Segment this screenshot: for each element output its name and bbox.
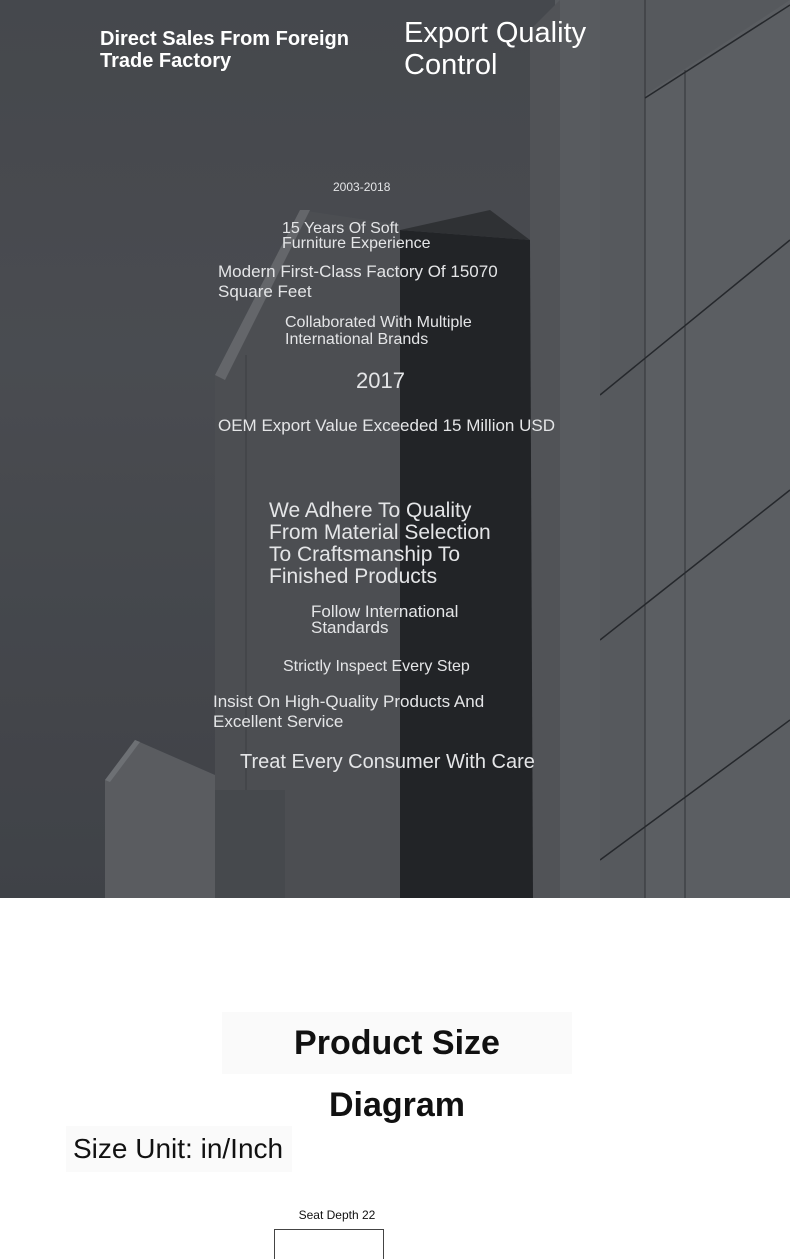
service-text: Insist On High-Quality Products And Excellent Service	[213, 692, 485, 731]
inspect-text: Strictly Inspect Every Step	[283, 658, 470, 675]
years-range-label: 2003-2018	[333, 180, 391, 194]
direct-sales-heading: Direct Sales From Foreign Trade Factory	[100, 28, 349, 72]
diagram-title-text: Product Size Diagram	[294, 1024, 500, 1124]
quality-statement: We Adhere To Quality From Material Selection To Craftsmanship To Finished Products	[269, 499, 491, 588]
brands-text: Collaborated With Multiple International Brands	[285, 314, 472, 348]
export-quality-heading: Export Quality Control	[404, 17, 587, 81]
factory-text: Modern First-Class Factory Of 15070 Square Feet	[218, 262, 498, 301]
experience-text: 15 Years Of Soft Furniture Experience	[282, 220, 431, 252]
oem-text: OEM Export Value Exceeded 15 Million USD	[218, 416, 556, 435]
size-unit-text: Size Unit: in/Inch	[73, 1133, 284, 1164]
seat-depth-dimension-box	[274, 1229, 384, 1259]
size-unit-label	[66, 1126, 292, 1172]
care-text: Treat Every Consumer With Care	[240, 751, 535, 773]
product-size-diagram-title	[222, 1012, 572, 1124]
seat-depth-label: Seat Depth 22	[298, 1208, 376, 1222]
standards-text: Follow International Standards	[311, 602, 459, 637]
year-label: 2017	[356, 368, 405, 393]
